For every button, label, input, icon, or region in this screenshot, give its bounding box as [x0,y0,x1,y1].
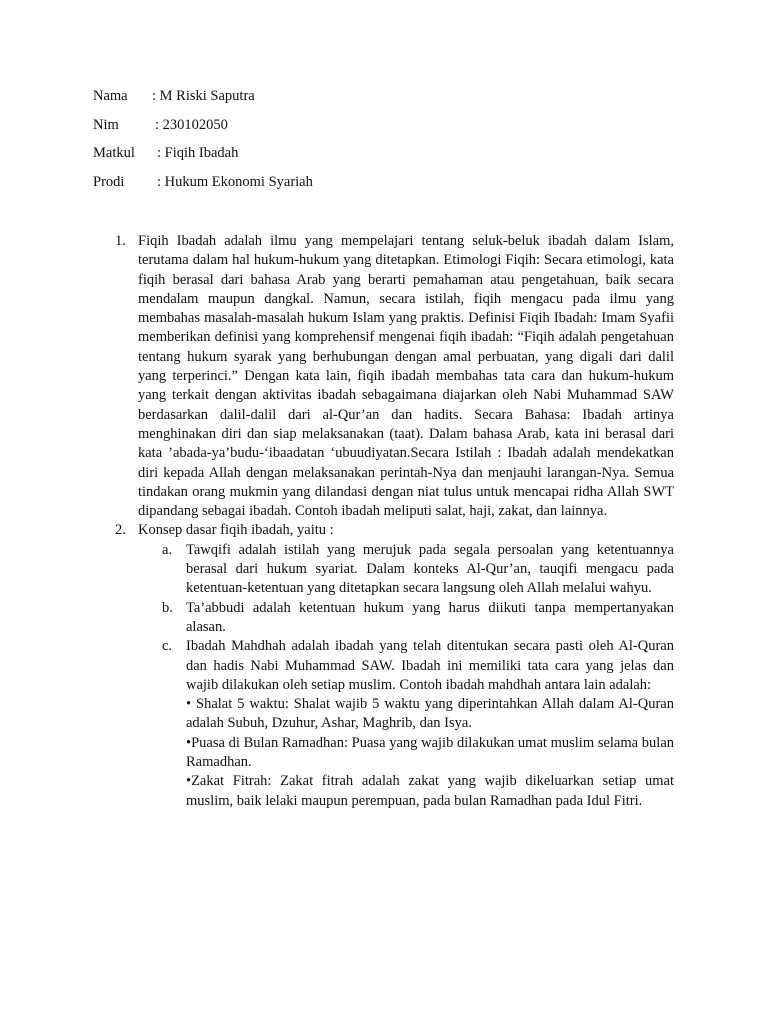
sub-item-letter: a. [162,541,173,558]
info-value-prodi: : Hukum Ekonomi Syariah [157,173,313,190]
sub-item-c [162,637,674,811]
info-row-nama [93,86,313,115]
info-label-nama: Nama [93,88,128,104]
list-item-text: Konsep dasar fiqih ibadah, yaitu : [138,522,334,539]
sub-item-text: Tawqifi adalah istilah yang merujuk pada segala persoalan yang ketentuannya berasal dari hukum syariat. Dalam konteks Al-Qur’an, tauqifi mengacu pada ketentuan-ketentuan yang ditetapkan secara langsung oleh Allah melalui wahyu. [186,541,674,597]
answer-list [115,232,674,811]
list-item-1 [115,232,674,521]
sub-item-letter: c. [162,638,173,655]
bullet-point-shalat: • Shalat 5 waktu: Shalat wajib 5 waktu yang diperintahkan Allah dalam Al-Quran adalah Subuh, Dzuhur, Ashar, Maghrib, dan Isya. [186,696,674,732]
info-row-matkul [93,143,313,172]
sub-item-text: Ta’abbudi adalah ketentuan hukum yang harus diikuti tanpa mempertanyakan alasan. [186,599,674,635]
list-item-text: Fiqih Ibadah adalah ilmu yang mempelajari tentang seluk-beluk ibadah dalam Islam, terutama dalam hal hukum-hukum yang ditetapkan. Etimologi Fiqih: Secara etimologi, kata fiqih berasal dari bahasa Arab yang berarti pemahaman atau pengetahuan, baik secara mendalam maupun dangkal. Namun, secara istilah, fiqih mengacu pada ilmu yang membahas masalah-masalah hukum Islam yang praktis. Definisi Fiqih Ibadah: Imam Syafii memberikan definisi yang komprehensif mengenai fiqih ibadah: “Fiqih adalah pengetahuan tentang hukum syarak yang berhubungan dengan amal perbuatan, yang digali dari dalil yang terperinci.” Dengan kata lain, fiqih ibadah membahas tata cara dan hukum-hukum yang terkait dengan aktivitas ibadah sebagaimana diajarkan oleh Nabi Muhammad SAW berdasarkan dalil-dalil dari al-Qur’an dan hadits. Secara Bahasa: Ibadah artinya menghinakan diri dan siap melaksanakan (taat). Dalam bahasa Arab, kata ini berasal dari kata ’abada-ya’budu-‘ibaadatan ‘ubuudiyatan.Secara Istilah : Ibadah adalah mendekatkan diri kepada Allah dengan melaksanakan perintah-Nya dan menjauhi larangan-Nya. Semua tindakan orang mukmin yang dilandasi dengan niat tulus untuk mencapai ridha Allah SWT dipandang sebagai ibadah. Contoh ibadah meliputi salat, haji, zakat, dan lainnya. [138,233,674,520]
list-item-number: 2. [115,522,126,539]
bullet-point-zakat: •Zakat Fitrah: Zakat fitrah adalah zakat yang wajib dikeluarkan setiap umat muslim, baik lelaki maupun perempuan, pada bulan Ramadhan pada Idul Fitri. [186,773,674,809]
student-info [93,86,313,200]
info-label-prodi: Prodi [93,173,125,190]
list-item-number: 1. [115,233,126,249]
list-item-2 [115,521,674,810]
sub-item-text: Ibadah Mahdhah adalah ibadah yang telah ditentukan secara pasti oleh Al-Quran dan hadis Nabi Muhammad SAW. Ibadah ini memiliki tata cara yang jelas dan wajib dilakukan oleh setiap muslim. Contoh ibadah mahdhah antara lain adalah: [186,638,674,693]
sub-item-letter: b. [162,599,173,616]
info-value-nim: : 230102050 [155,116,228,133]
info-label-matkul: Matkul [93,145,135,162]
info-label-nim: Nim [93,116,119,133]
sub-item-a [162,541,674,599]
info-value-matkul: : Fiqih Ibadah [157,145,239,162]
bullet-point-puasa: •Puasa di Bulan Ramadhan: Puasa yang wajib dilakukan umat muslim selama bulan Ramadhan. [186,734,674,771]
sub-item-b [162,599,674,638]
info-row-prodi [93,172,313,201]
info-value-nama: : M Riski Saputra [152,88,255,104]
info-row-nim [93,115,313,144]
